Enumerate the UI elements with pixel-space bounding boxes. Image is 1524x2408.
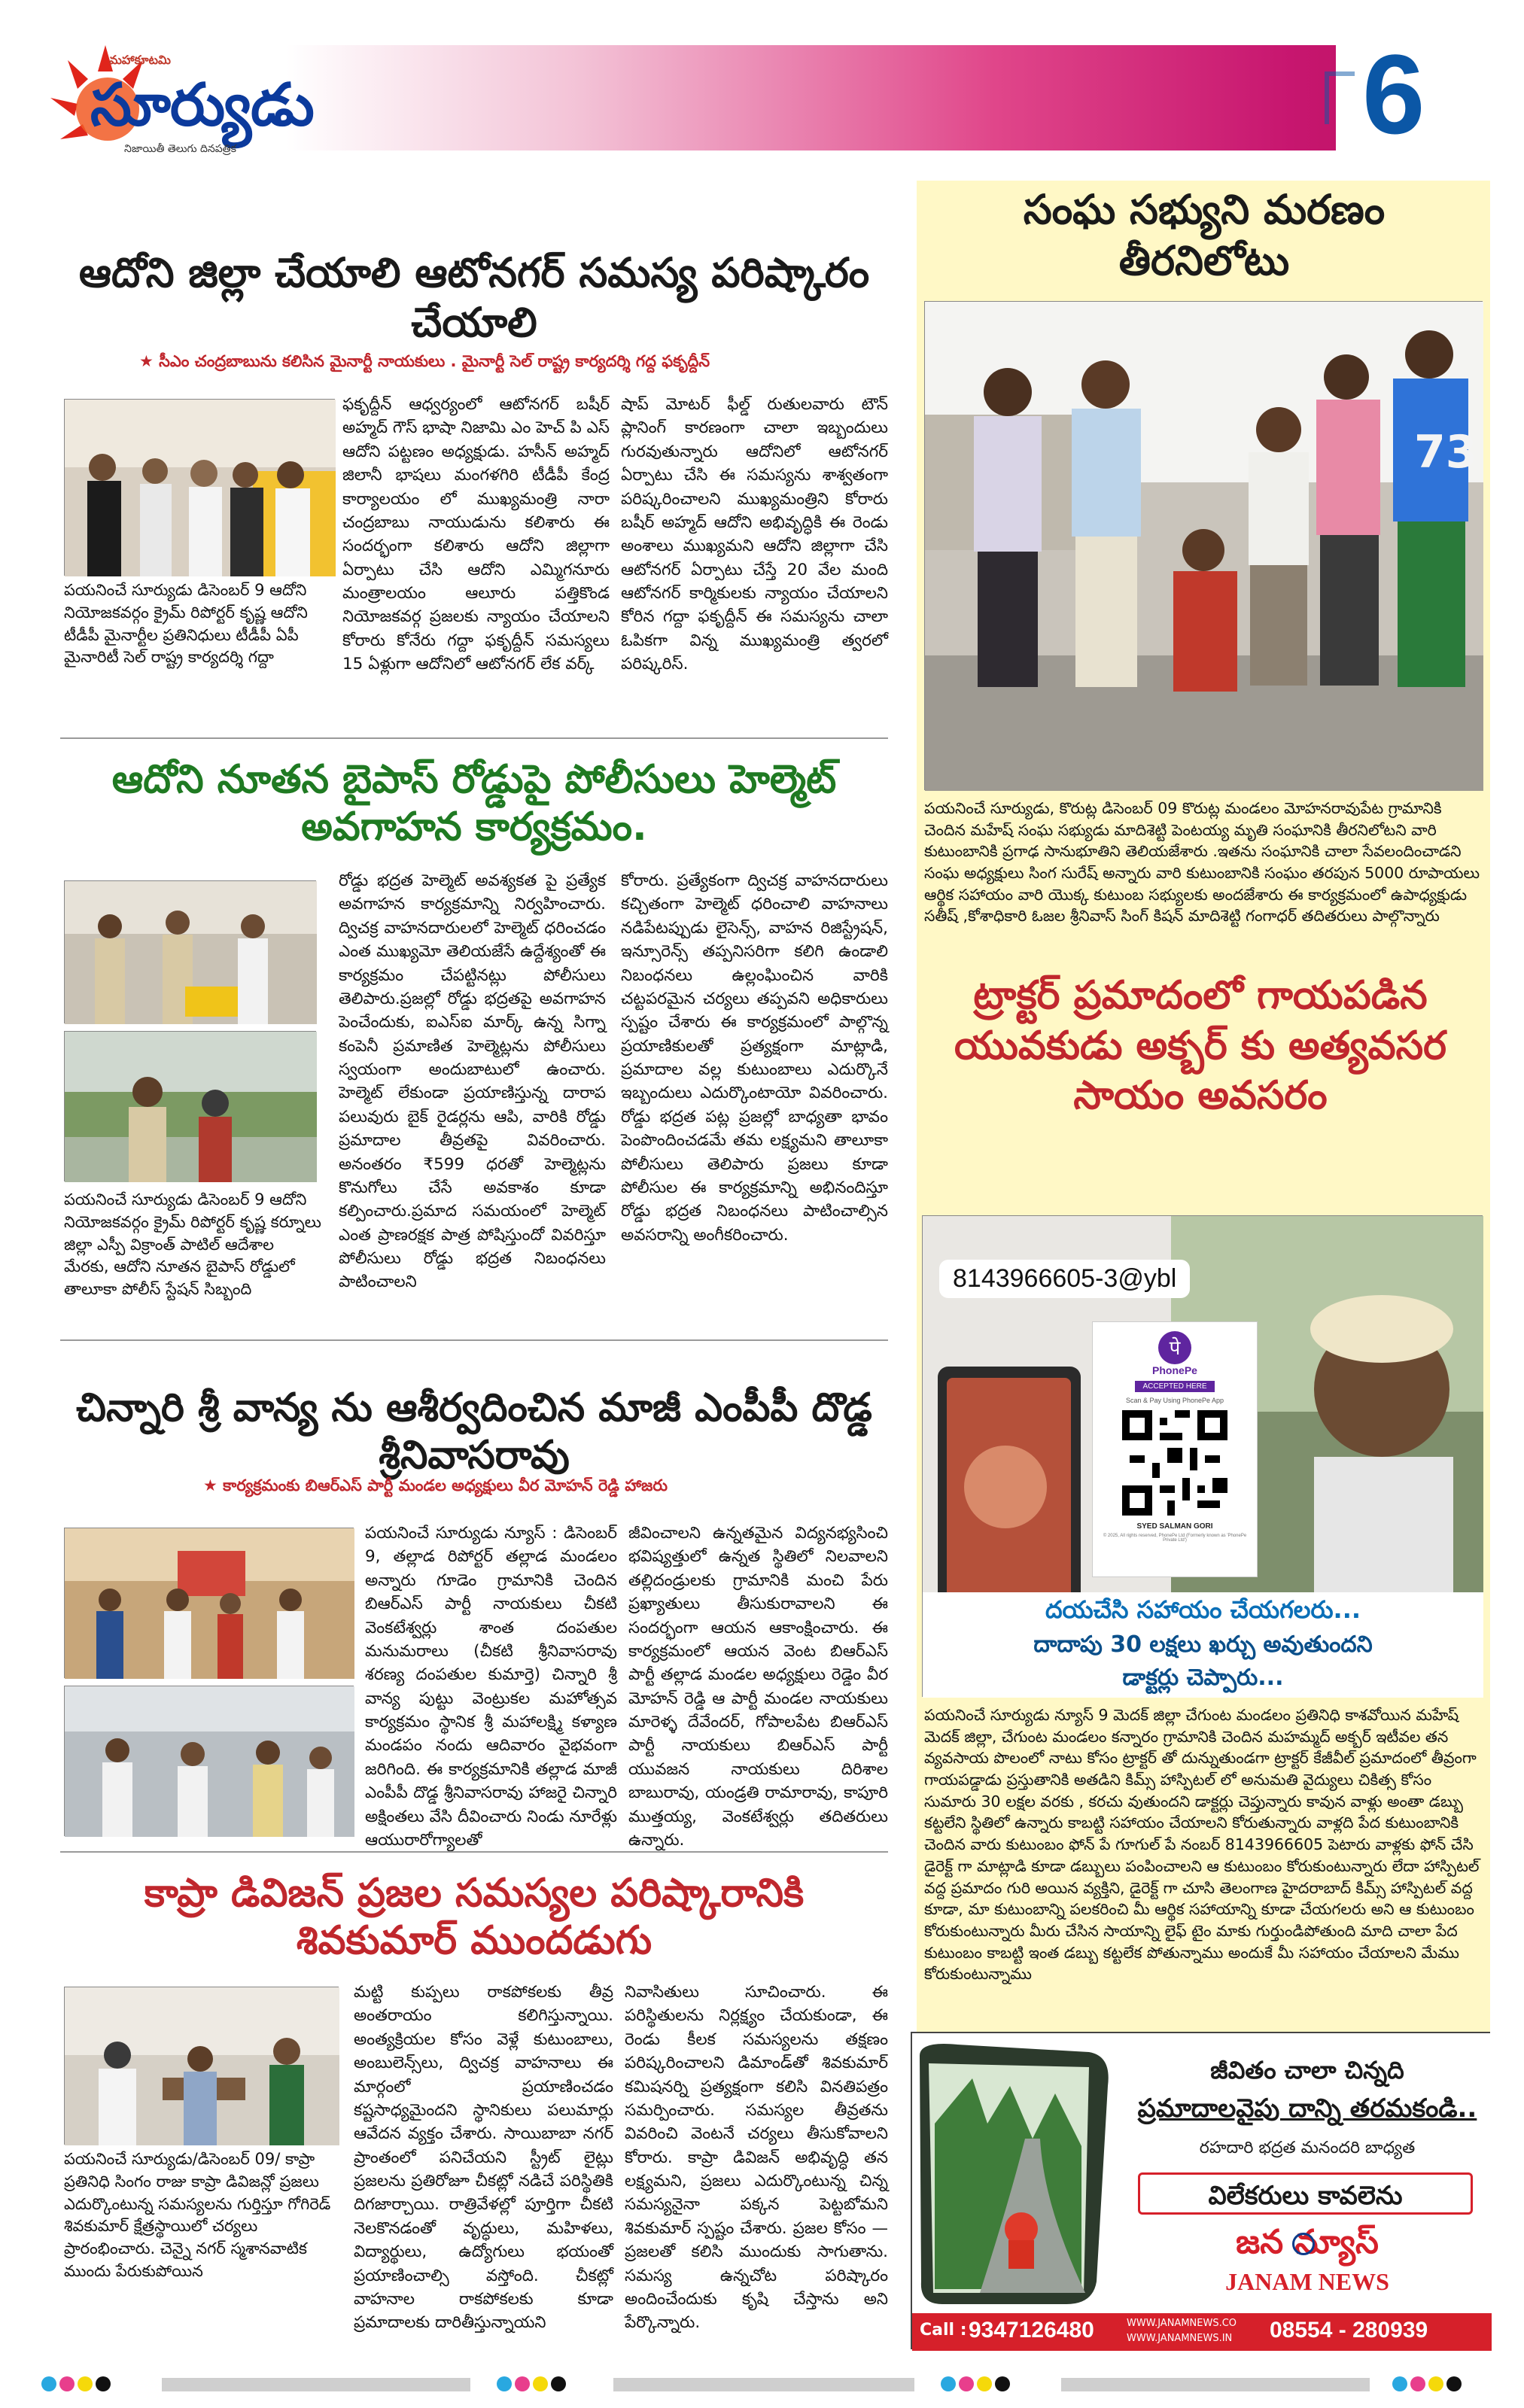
ad-phone-1[interactable]: 9347126480 <box>969 2318 1094 2343</box>
page-number-decoration <box>1325 71 1355 124</box>
article4-photo <box>64 1987 339 2145</box>
article1-headline: ఆదోని జిల్లా చేయాలి ఆటోనగర్ సమస్య పరిష్కారం చేయాలి <box>78 249 870 346</box>
page-footer <box>0 2359 1524 2408</box>
article1-caption: పయనించే సూర్యుడు డిసెంబర్ 9 ఆదోని నియోజకవర్గం క్రైమ్ రిపోర్టర్ కృష్ణ ఆదోని టీడీపీ మైనార్టీల ప్రతినిధులు టీడీపీ ఏపీ మైనారిటీ సెల్ రాష్ట్ర కార్యదర్శి గద్దా <box>64 581 308 667</box>
phonepe-icon: पे <box>1158 1331 1191 1364</box>
side2-body: పయనించే సూర్యుడు న్యూస్ 9 మెదక్ జిల్లా చేగుంట మండలం ప్రతినిధి కాశవోయిన మహేష్ మెదక్ జిల్లా, చేగుంట మండలం కన్నారం గ్రామానికి చెందిన మహమ్మద్ అక్బర్ ఇటీవల తన వ్యవసాయ పొలంలో నాటు కోసం ట్రాక్టర్ తో దున్నుతుండగా ట్రాక్టర్ కేజీవీల్ ప్రమాదంలో తీవ్రంగా గాయపడ్డాడు ప్రస్తుతానికి అతడిని కిమ్స్ హాస్పిటల్ లో అనుమతి వైద్యులు చికిత్స కోసం సుమారు 30 లక్షల వరకు , కరచు వుతుందని డాక్టర్లు చెప్తున్నారు కావున వాళ్లు అంతా డబ్బు కట్టలేని స్థితిలో ఉన్నారు కాబట్టి సహాయం చేయాలని కోరుతున్నారు వాళ్లది పేద కుటుంబానికి చెందిన వారు కుటుంబం ఫోన్ పే గూగుల్ పే నంబర్ 8143966605 పెటారు వాళ్లకు ఫోన్ చేసి డైరెక్ట్ గా మాట్లాడి కూడా డబ్బులు పంపించాలని ఆ కుటుంబం కోరుకుంటున్నారు లేదా హాస్పిటల్ వద్ద ప్రమాదం గురి అయిన వ్యక్తిని, డైరెక్ట్ గా చూసి తెలంగాణ హైదరాబాద్ కిమ్స్ హాస్పిటల్ వద్ద కూడా, మా కుటుంబాన్ని పలకరించి మీ ఆర్థిక సహాయాన్ని కూడా చేయగలరు అని ఆ కుటుంబం కోరుకుంటున్నారు మీరు చేసిన సాయాన్ని లైఫ్ టైం మాకు గుర్తుండిపోతుంది మాది చాలా పేద కుటుంబం కాబట్టి ఇంత డబ్బు కట్టలేక పోతున్నాము అందుకే మీ సహాయం చేయాలని మేము కోరుకుంటున్నాము <box>924 1706 1480 1984</box>
article-divider <box>60 1851 888 1853</box>
side2-appeal-image <box>922 1215 1483 1697</box>
article-divider <box>60 737 888 739</box>
ad-line-1: జీవితం చాలా చిన్నది <box>1210 2056 1404 2084</box>
article2-column-2: కోరారు. ప్రత్యేకంగా ద్విచక్ర వాహనదారులు కచ్చితంగా హెల్మెట్ ధరించాలి వాహనాలు నడిపేటప్పుడు లైసెన్స్, వాహన రిజిస్ట్రేషన్, ఇన్సూరెన్స్ తప్పనిసరిగా కలిగి ఉండాలి నిబంధనలు ఉల్లంఘించిన వారికి చట్టపరమైన చర్యలు తప్పవని అధికారులు స్పష్టం చేశారు ఈ కార్యక్రమంలో పాల్గొన్న ప్రయాణికులతో ప్రత్యక్షంగా మాట్లాడి, ప్రమాదాల వల్ల కుటుంబాలు ఎదుర్కొనే ఇబ్బందులు ఎదుర్కొంటాయో వివరించారు. రోడ్డు భద్రత పట్ల ప్రజల్లో బాధ్యతా భావం పెంపొందించడమే తమ లక్ష్యమని తాలూకా పోలీసులు తెలిపారు ప్రజలు కూడా పోలీసుల ఈ కార్యక్రమాన్ని అభినందిస్తూ రోడ్డు భద్రత నిబంధనలు పాటించాల్సిన అవసరాన్ని అంగీకరించారు. <box>621 871 888 1245</box>
article4-caption: పయనించే సూర్యుడు/డిసెంబర్ 09/ కాప్రా ప్రతినిధి సింగం రాజు కాప్రా డివిజన్లో ప్రజలు ఎదుర్కొంటున్న సమస్యలను గుర్తిస్తూ గోగిరెడ్ శివకుమార్ క్షేత్రస్థాయిలో చర్యలు ప్రారంభించారు. చెన్నై నగర్ స్మశానవాటిక ముందు పేరుకుపోయిన <box>64 2150 331 2281</box>
color-registration-dots <box>41 2376 111 2393</box>
article3-photo-1 <box>64 1528 354 1678</box>
janam-news-advertisement[interactable] <box>911 2032 1490 2349</box>
article3-subline: ★ కార్యక్రమంకు బిఆర్ఎస్ పార్టీ మండల అధ్యక్షులు వీర మోహన్ రెడ్డి హాజరు <box>203 1476 668 1494</box>
masthead-gradient-bar <box>286 45 1468 150</box>
article4-column-1: మట్టి కుప్పలు రాకపోకలకు తీవ్ర అంతరాయం కలిగిస్తున్నాయి. అంత్యక్రియల కోసం వెళ్లే కుటుంబాలు, అంబులెన్స్‌లు, ద్విచక్ర వాహనాలు ఈ మార్గంలో ప్రయాణించడం కష్టసాధ్యమైందని స్థానికులు పలుమార్లు ఆవేదన వ్యక్తం చేశారు. సాయిబాబా నగర్ ప్రాంతంలో పనిచేయని స్ట్రీట్ లైట్లు ప్రజలను ప్రతిరోజూ చీకట్లో నడిచే పరిస్థితికి దిగజార్చాయి. రాత్రివేళల్లో పూర్తిగా చీకటి నెలకొనడంతో వృద్ధులు, మహిళలు, విద్యార్థులు, ఉద్యోగులు భయంతో ప్రయాణించాల్సి వస్తోంది. చీకట్లో వాహనాల రాకపోకలకు కూడా ప్రమాదాలకు దారితీస్తున్నాయని <box>354 1983 613 2333</box>
article2-photo-2 <box>64 1031 316 1181</box>
article3-column-1: పయనించే సూర్యుడు న్యూస్ : డిసెంబర్ 9, తల్లాడ రిపోర్టర్ తల్లాడ మండలం అన్నారు గూడెం గ్రామానికి చెందిన బిఆర్ఎస్ పార్టీ నాయకులు చీకటి వెంకటేశ్వర్లు శాంత దంపతుల మనుమరాలు (చీకటి శ్రీనివాసరావు శరణ్య దంపతుల కుమార్తె) చిన్నారి శ్రీ వాన్య పుట్టు వెంట్రుకల మహోత్సవ కార్యక్రమం స్థానిక శ్రీ మహాలక్ష్మి కళ్యాణ మండపం నందు ఆదివారం వైభవంగా జరిగింది. ఈ కార్యక్రమానికి తల్లాడ మాజీ ఎంపీపీ దొడ్డ శ్రీనివాసరావు హాజరై చిన్నారి అక్షింతలు వేసి దీవించారు నిండు నూరేళ్లు ఆయురారోగ్యాలతో <box>365 1524 617 1850</box>
side2-headline: ట్రాక్టర్ ప్రమాదంలో గాయపడిన యువకుడు అక్బర్ కు అత్యవసర సాయం అవసరం <box>954 973 1446 1119</box>
appeal-line-2: దాదాపు 30 లక్షలు ఖర్చు అవుతుందని <box>1033 1631 1373 1658</box>
recruitment-banner: విలేకరులు కావలెను <box>1138 2172 1473 2215</box>
ad-line-2: ప్రమాదాలవైపు దాన్ని తరమకండి.. <box>1137 2093 1477 2124</box>
masthead <box>0 0 1524 166</box>
side1-photo <box>924 301 1483 790</box>
newspaper-logo[interactable] <box>41 38 327 166</box>
ad-brand-english: JANAM NEWS <box>1225 2268 1389 2295</box>
scan-pay-label: Scan & Pay Using PhonePe App <box>1125 1397 1224 1404</box>
qr-footer-text: © 2025, All rights reserved, PhonePe Ltd (Formerly known as 'PhonePe Private Ltd') <box>1103 1534 1247 1543</box>
appeal-line-3: డాక్టర్లు చెప్పారు... <box>1122 1665 1284 1691</box>
footer-bar <box>162 2378 470 2391</box>
phonepe-brand: PhonePe <box>1152 1364 1197 1376</box>
article3-photo-2 <box>64 1686 354 1836</box>
article4-column-2: నివాసితులు సూచించారు. ఈ పరిస్థితులను నిర్లక్ష్యం చేయకుండా, ఈ రెండు కీలక సమస్యలను తక్షణం పరిష్కరించాలని డిమాండ్‌తో శివకుమార్ కమిషనర్ని ప్రత్యక్షంగా కలిసి వినతిపత్రం సమర్పించారు. సమస్యల తీవ్రతను వివరించి వెంటనే చర్యలు తీసుకోవాలని కోరారు. కాప్రా డివిజన్ అభివృద్ధి తన లక్ష్యమని, ప్రజలు ఎదుర్కొంటున్న చిన్న సమస్యనైనా పక్కన పెట్టబోమని శివకుమార్ స్పష్టం చేశారు. ప్రజల కోసం — ప్రజలతో కలిసి ముందుకు సాగుతాను. సమస్య ఉన్నచోట పరిష్కారం అందించేందుకు కృషి చేస్తాను అని పేర్కొన్నారు. <box>625 1983 888 2333</box>
appeal-line-1: దయచేసి సహాయం చేయగలరు... <box>1045 1595 1361 1624</box>
qr-owner-name: SYED SALMAN GORI <box>1136 1522 1213 1531</box>
accepted-here-label: ACCEPTED HERE <box>1135 1381 1214 1392</box>
article1-column-1: ఫకృద్దీన్ ఆధ్వర్యంలో ఆటోనగర్ బషీర్ అహ్మద్ గౌస్ భాషా నిజామి ఎం హెచ్ పి ఎస్ ఆదోని పట్టణం అధ్యక్షుడు. హసీన్ అహ్మద్ జిలానీ భాషలు మంగళగిరి టీడీపీ కేంద్ర కార్యాలయం లో ముఖ్యమంత్రి నారా చంద్రబాబు నాయుడును కలిశారు ఈ సందర్భంగా కలిశారు ఆదోని జిల్లాగా ఏర్పాటు చేసి ఆదోని ఎమ్మిగనూరు మంత్రాలయం ఆలూరు పత్తికొండ నియోజకవర్గ ప్రజలకు న్యాయం చేయాలని కోరారు కోనేరు గద్దా ఫకృద్దీన్ సమస్యలు 15 ఏళ్లుగా ఆదోనిలో ఆటోనగర్ లేక వర్క్ <box>342 395 610 674</box>
article1-subline: ★ సీఎం చంద్రబాబును కలిసిన మైనార్టీ నాయకులు . మైనార్టీ సెల్ రాష్ట్ర కార్యదర్శి గద్ద ఫకృద్దీన్ <box>139 352 710 370</box>
article1-column-2: షాప్ మోటర్ ఫీల్డ్ రుతులవారు టౌన్ ప్లానింగ్ కారణంగా చాలా ఇబ్బందులు గురవుతున్నారు ఆదోనిలో ఆటోనగర్ ఏర్పాటు చేసి ఈ సమస్యను శాశ్వతంగా పరిష్కరించాలని ముఖ్యమంత్రిని కోరారు బషీర్ అహ్మద్ ఆదోని అభివృద్ధికి ఈ రెండు అంశాలు ముఖ్యమని ఆదోని జిల్లాగా చేసి ఆటోనగర్ ఏర్పాటు చేస్తే 20 వేల మంది ఆటోనగర్ కార్మికులకు న్యాయం చేయాలని కోరిన గద్దా ఫకృద్దీన్ ఈ సమస్యను చాలా ఓపికగా విన్న ముఖ్యమంత్రి త్వరలో పరిష్కరిస్. <box>621 395 888 674</box>
article2-caption: పయనించే సూర్యుడు డిసెంబర్ 9 ఆదోని నియోజకవర్గం క్రైమ్ రిపోర్టర్ కృష్ణ కర్నూలు జిల్లా ఎస్పీ విక్రాంత్ పాటిల్ ఆదేశాల మేరకు, ఆదోని నూతన బైపాస్ రోడ్డులో తాలూకా పోలీస్ స్టేషన్ సిబ్బంది <box>64 1190 321 1299</box>
article2-headline: ఆదోని నూతన బైపాస్ రోడ్డుపై పోలీసులు హెల్మెట్ అవగాహన కార్యక్రమం. <box>111 757 837 850</box>
footer-bar <box>613 2378 914 2391</box>
phonepe-qr-card <box>1092 1321 1258 1577</box>
article2-photo-1 <box>64 880 316 1023</box>
article1-photo <box>64 399 335 576</box>
ashoka-chakra-icon <box>1292 2233 1315 2255</box>
ad-brand-telugu: జన న్యూస్ <box>1236 2223 1379 2261</box>
side1-body: పయనించే సూర్యుడు, కొరుట్ల డిసెంబర్ 09 కొరుట్ల మండలం మోహనరావుపేట గ్రామానికి చెందిన మహేష్ సంఘ సభ్యుడు మాదిశెట్టి పెంటయ్య మృతి సంఘానికి తీరనిలోటని వారి కుటుంబానికి ప్రగాఢ సానుభూతిని తెలియజేశారు .ఇతను సంఘానికి చాలా సేవలందించాడని సంఘ అధ్యక్షులు సింగ సురేష్ అన్నారు వారి కుటుంబానికి సంఘం తరపున 5000 రూపాయలు ఆర్థిక సహాయం వారి యొక్క కుటుంబ సభ్యులకు అందజేశారు ఈ కార్యక్రమంలో ఉపాధ్యక్షుడు సతీష్ ,కోశాధికారి ఓజల శ్రీనివాస్ సింగ్ కిషన్ మాదిశెట్టి గంగాధర్ తదితరులు పాల్గొన్నారు <box>924 799 1480 926</box>
page-number: 6 <box>1362 31 1425 157</box>
color-registration-dots <box>941 2376 1010 2393</box>
ad-line-3: రహదారి భద్రత మనందరి బాధ్యత <box>1199 2139 1416 2157</box>
footer-bar <box>1061 2378 1370 2391</box>
side1-headline: సంఘ సభ్యుని మరణం తీరనిలోటు <box>1023 186 1386 284</box>
color-registration-dots <box>497 2376 566 2393</box>
color-registration-dots <box>1392 2376 1462 2393</box>
article3-headline: చిన్నారి శ్రీ వాన్య ను ఆశీర్వదించిన మాజీ ఎంపీపీ దొడ్డ శ్రీనివాసరావు <box>76 1385 872 1479</box>
article4-headline: కాప్రా డివిజన్ ప్రజల సమస్యల పరిష్కారానికి శివకుమార్ ముందడుగు <box>144 1871 805 1964</box>
masthead-subtitle: నిజాయితీ తెలుగు దినపత్రిక <box>124 143 236 155</box>
ad-website-2[interactable]: WWW.JANAMNEWS.IN <box>1127 2333 1233 2344</box>
qr-code[interactable] <box>1122 1410 1227 1516</box>
masthead-tagline: మహాకూటమి <box>109 53 171 67</box>
appeal-banner <box>923 1592 1483 1698</box>
call-label: Call : <box>920 2321 967 2340</box>
article-divider <box>60 1339 888 1341</box>
article3-column-2: జీవించాలని ఉన్నతమైన విద్యనభ్యసించి భవిష్యత్తులో ఉన్నత స్థితిలో నిలవాలని తల్లిదండ్రులకు గ్రామానికి మంచి పేరు ప్రఖ్యాతులు తీసుకురావాలని ఈ సందర్భంగా ఆయన ఆకాంక్షించారు. ఈ కార్యక్రమంలో ఆయన వెంట బిఆర్ఎస్ పార్టీ తల్లాడ మండల అధ్యక్షులు రెడ్డెం వీర మోహన్ రెడ్డి ఆ పార్టీ మండల నాయకులు మారెళ్ళ దేవేందర్, గోపాలపేట బిఆర్ఎస్ పార్టీ నాయకులు బిఆర్ఎస్ పార్టీ యువజన నాయకులు దిరిశాల బాబురావు, యండ్రతి రామారావు, కాపూరి ముత్తయ్య, వెంకటేశ్వర్లు తదితరులు ఉన్నారు. <box>628 1524 888 1850</box>
ad-website-1[interactable]: WWW.JANAMNEWS.CO <box>1127 2318 1237 2329</box>
article2-column-1: రోడ్డు భద్రత హెల్మెట్ అవశ్యకత పై ప్రత్యేక అవగాహన కార్యక్రమాన్ని నిర్వహించారు. ద్విచక్ర వాహనదారులలో హెల్మెట్ ధరించడం ఎంత ముఖ్యమో తెలియజేసే ఉద్దేశ్యంతో ఈ కార్యక్రమం చేపట్టినట్లు పోలీసులు తెలిపారు.ప్రజల్లో రోడ్డు భద్రతపై అవగాహన పెంచేందుకు, ఐఎస్‌ఐ మార్క్ ఉన్న సిగ్నా కంపెనీ ప్రమాణిత హెల్మెట్లను పోలీసులు స్వయంగా అందుబాటులో ఉంచారు. హెల్మెట్ లేకుండా ప్రయాణిస్తున్న దారాప పలువురు బైక్ రైడర్లను ఆపి, వారికి రోడ్డు ప్రమాదాల తీవ్రతపై వివరించారు. అనంతరం ₹599 ధరతో హెల్మెట్లను కొనుగోలు చేసే అవకాశం కూడా కల్పించారు.ప్రమాద సమయంలో హెల్మెట్ ఎంత ప్రాణరక్షక పాత్ర పోషిస్తుందో వివరిస్తూ పోలీసులు రోడ్డు భద్రత నిబంధనలు పాటించాలని <box>339 871 606 1292</box>
side1-shirt-number: 73 <box>1414 426 1477 479</box>
upi-id-label[interactable]: 8143966605-3@ybl <box>939 1260 1190 1298</box>
ad-phone-2[interactable]: 08554 - 280939 <box>1270 2318 1428 2343</box>
masthead-title: సూర్యుడు <box>90 71 314 139</box>
